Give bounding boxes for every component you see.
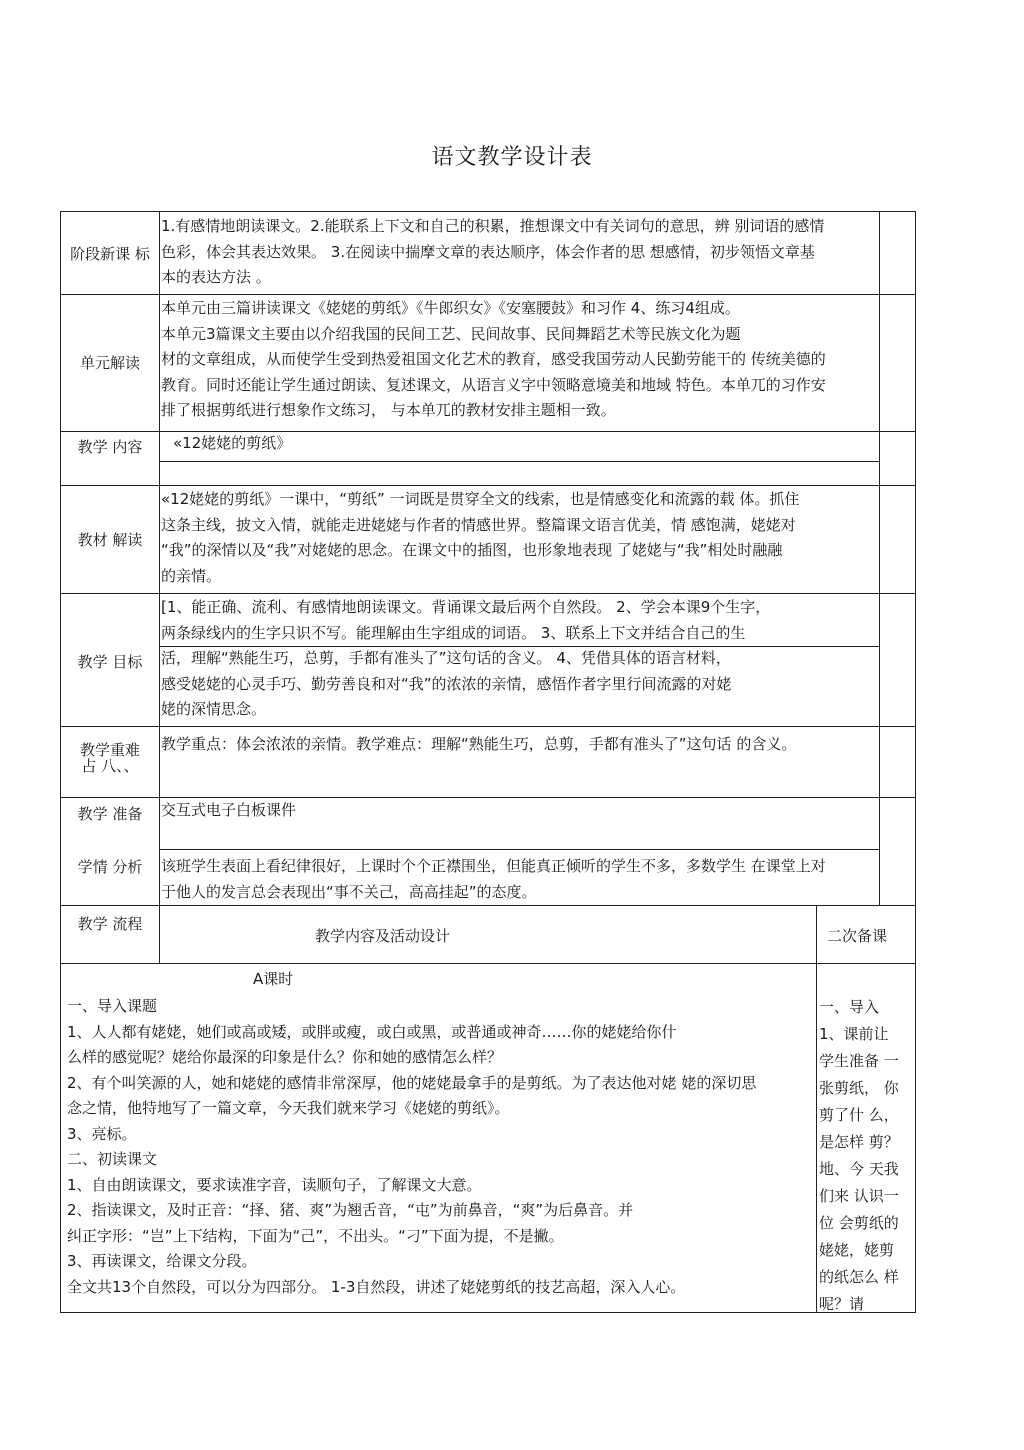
cell-textbook-reading: «12姥姥的剪纸》一课中，“剪纸” 一词既是贯穿全文的线索，也是情感变化和流露的载 体。抓住 这条主线，披文入情，就能走进姥姥与作者的情感世界。整篇课文语言优美，情 感饱满，姥姥对 “我”的深情以及“我”对姥姥的思念。在课文中的插图，也形象地表现 了姥姥与“我”相处时融融 的亲情。 bbox=[161, 490, 800, 585]
row-divider bbox=[61, 485, 916, 486]
row-divider bbox=[61, 963, 916, 964]
label-teaching-content: 教学 内容 bbox=[77, 438, 143, 456]
label-teaching-flow: 教学 流程 bbox=[77, 915, 143, 933]
column-divider bbox=[159, 212, 160, 963]
lesson-body: 一、导入课题 1、人人都有姥姥，她们或高或矮，或胖或瘦，或白或黑，或普通或神奇……你的姥姥给你什 么样的感觉呢？姥给你最深的印象是什么？你和她的感情怎么样？ 2、有个叫笑源的人，她和姥姥的感情非常深厚，他的姥姥最拿手的是剪纸。为了表达他对姥 姥的深切思 念之情，他特地写了一篇文章，今天我们就来学习《姥姥的剪纸》。 3、亮标。 二、初读课文 1、自由朗读课文，要求读准字音，读顺句子，了解课文大意。 2、指读课文，及时正音：“择、猪、爽”为翘舌音，“屯”为前鼻音，“爽”为后鼻音。并 纠正字形：“岂”上下结构，下面为“己”，不出头。“刁”下面为提，不是撇。 3、再读课文，给课文分段。 全文共13个自然段，可以分为四部分。 1-3自然段，讲述了姥姥剪纸的技艺高超，深入人心。 bbox=[67, 997, 757, 1296]
row-divider bbox=[61, 905, 916, 906]
label-teaching-goals: 教学 目标 bbox=[77, 653, 143, 671]
second-prep-notes: 一、导入 1、课前让 学生准备 一 张剪纸， 你 剪了什 么， 是怎样 剪？ 地、今 天我 们来 认识一 位 会剪纸的 姥姥，姥剪 的纸怎么 样 呢？请 bbox=[819, 998, 899, 1313]
label-student-analysis: 学情 分析 bbox=[77, 858, 143, 876]
label-preparation: 教学 准备 bbox=[77, 805, 143, 823]
row-divider bbox=[159, 461, 879, 462]
column-divider bbox=[816, 905, 817, 1313]
column-divider bbox=[879, 212, 880, 905]
header-content-design: 教学内容及活动设计 bbox=[315, 927, 451, 945]
cell-teaching-goals: [1、能正确、流利、有感情地朗读课文。背诵课文最后两个自然段。 2、学会本课9个生字， 两条绿线内的生字只识不写。能理解由生字组成的词语。 3、联系上下文并结合自己的生 活，理解“熟能生巧，总剪，手都有准头了”这句话的含义。 4、凭借具体的语言材料， 感受姥姥的心灵手巧、勤劳善良和对“我”的浓浓的亲情，感悟作者字里行间流露的对姥 姥的深情思念。 bbox=[161, 598, 771, 718]
cell-stage-standard: 1.有感情地朗读课文。2.能联系上下文和自己的积累，推想课文中有关词句的意思，辨 别词语的感情 色彩，体会其表达效果。 3.在阅读中揣摩文章的表达顺序，体会作者的思 想感情，初步领悟文章基 本的表达方法 。 bbox=[161, 217, 825, 286]
label-stage-standard: 阶段新课 标 bbox=[70, 245, 150, 263]
label-textbook-reading: 教材 解读 bbox=[77, 531, 143, 549]
lesson-session-label: A课时 bbox=[253, 970, 294, 988]
cell-teaching-content: «12姥姥的剪纸》 bbox=[173, 434, 292, 452]
cell-preparation: 交互式电子白板课件 bbox=[161, 801, 297, 819]
header-second-prep: 二次备课 bbox=[827, 927, 888, 945]
lesson-design-table bbox=[60, 211, 916, 1313]
cell-key-points: 教学重点：体会浓浓的亲情。教学难点：理解“熟能生巧，总剪，手都有准头了”这句话 的含义。 bbox=[161, 735, 797, 753]
cell-student-analysis: 该班学生表面上看纪律很好，上课时个个正襟围坐，但能真正倾听的学生不多，多数学生 在课堂上对 于他人的发言总会表现出“事不关己，高高挂起”的态度。 bbox=[161, 857, 826, 901]
label-key-points: 教学重难 占 八、、 bbox=[79, 741, 140, 775]
page-title: 语文教学设计表 bbox=[431, 145, 593, 170]
row-divider bbox=[61, 294, 916, 295]
row-divider bbox=[159, 849, 879, 850]
row-divider bbox=[61, 593, 916, 594]
label-unit-reading: 单元解读 bbox=[79, 354, 140, 372]
cell-unit-reading: 本单元由三篇讲读课文《姥姥的剪纸》《牛郎织女》《安塞腰鼓》和习作 4、练习4组成。 本单元3篇课文主要由以介绍我国的民间工艺、民间故事、民间舞蹈艺术等民族文化为题 材的文章组成，从而使学生受到热爱祖国文化艺术的教育，感受我国劳动人民勤劳能干的 传统美德的 教育。同时还能让学生通过朗读、复述课文，从语言义字中领略意境美和地域 特色。本单兀的习作安 排了根据剪纸进行想象作文练习， 与本单兀的教材安排主题相一致。 bbox=[161, 299, 826, 419]
row-divider bbox=[61, 726, 916, 727]
